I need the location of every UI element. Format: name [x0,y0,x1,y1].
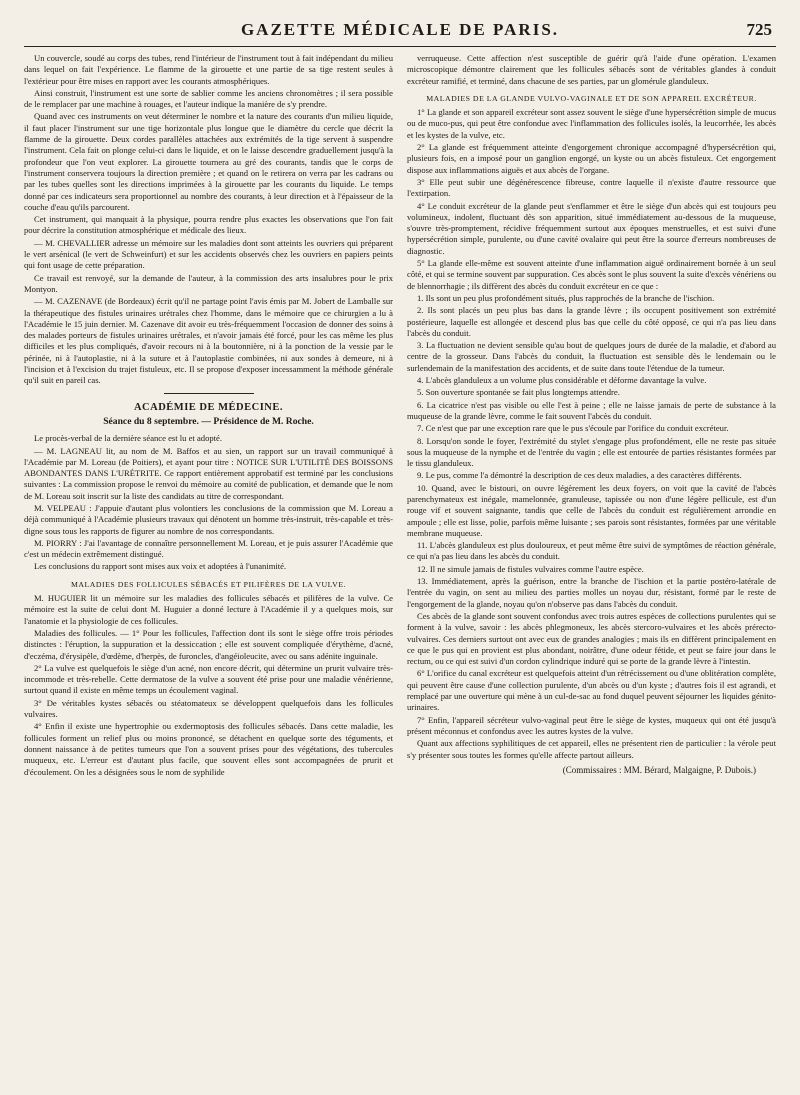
paragraph: M. HUGUIER lit un mémoire sur les maladies des follicules sébacés et pilifères de la vulve. Ce mémoire est la suite de celui dont M. Huguier a donné lecture à l'Académie il y a quelques mois, sur l'anatomie et la physiologie de ces follicules. [24,593,393,626]
paragraph: verruqueuse. Cette affection n'est susceptible de guérir qu'à l'aide d'une opération. L'examen microscopique démontre clairement que les follicules sébacés sont de véritables glandes à conduit excréteur ramifié, et terminé, dans chacune de ses parties, par un glomérule glanduleux. [407,53,776,86]
paragraph: Les conclusions du rapport sont mises aux voix et adoptées à l'unanimité. [34,561,287,572]
paragraph: M. VELPEAU : J'appuie d'autant plus volontiers les conclusions de la commission que M. Loreau a déjà communiqué à l'Académie plusieurs travaux qui dénotent un homme très-instruit, très-capable et très-digne sous tous les rapports de figurer au nombre de nos correspondants. [24,502,393,536]
paragraph: 9. Le pus, comme l'a démontré la description de ces deux maladies, a des caractères différents. [417,470,742,481]
left-paragraphs-2 [24,433,393,573]
paragraph: 1° La glande et son appareil excréteur sont assez souvent le siège d'une hypersécrétion simple de mucus ou de muco-pus, qui peut être confondue avec l'inflammation des follicules isolés, la leucorrhée, les abcès et les kystes de la vulve, etc. [407,107,776,140]
left-paragraphs-1 [24,53,393,387]
paragraph: 4° Enfin il existe une hypertrophie ou exdermoptosis des follicules sébacés. Dans cette maladie, les follicules forment un relief plus ou moins prononcé, se détachent en quelque sorte des téguments, et donnent naissance à de petites tumeurs que l'on a souvent prises pour des végétations, des tubercules muqueux, etc. L'erreur est d'autant plus facile, que souvent elles sont accompagnées de prurit et d'écoulement. On les a désignées sous le nom de syphilide [24,721,393,777]
paragraph: Un couvercle, soudé au corps des tubes, rend l'intérieur de l'instrument tout à fait indépendant du milieu dans lequel on fait l'expérience. Le flamme de la girouette et une partie de sa tige restent seules à l'extérieur pour être mises en rapport avec les courants atmosphériques. [24,53,393,86]
paragraph: 6° L'orifice du canal excréteur est quelquefois atteint d'un rétrécissement ou d'une oblitération complète, qui peuvent être cause d'une collection purulente, d'un abcès ou d'un kyste ; d'autres fois il est agrandi, et remplacé par une ouverture qui mène à un cul-de-sac au fond duquel peuvent séjourner les liquides génito-urinaires. [407,668,776,713]
paragraph: Ces abcès de la glande sont souvent confondus avec trois autres espèces de collections purulentes qui se forment à la vulve, savoir : les abcès phlegmoneux, les abcès stercoro-vulvaires et les abcès préreсto-vulvaires. Ces derniers surtout ont avec eux de grandes analogies ; mais ils en diffèrent principalement en ce que le pus qui en provient est plus abondant, noirâtre, d'une odeur fétide, et peut se faire jour dans le rectum, ou ce qui est suivi d'un cordon cylindrique induré qui se porte de la grande lèvre à l'intestin. [407,610,776,667]
paragraph: Quant aux affections syphilitiques de cet appareil, elles ne présentent rien de particulier : la vérole peut s'y présenter sous toutes les formes qu'elle affecte partout ailleurs. [407,738,776,760]
glande-subheading: MALADIES DE LA GLANDE VULVO-VAGINALE ET DE SON APPAREIL EXCRÉTEUR. [426,93,757,103]
paragraph: 6. La cicatrice n'est pas visible ou elle l'est à peine ; elle ne laisse jamais de perte de substance à la muqueuse de la grande lèvre, comme le fait souvent l'abcès du conduit. [407,399,776,421]
paragraph: 4. L'abcès glanduleux a un volume plus considérable et déforme davantage la vulve. [417,375,707,386]
left-paragraphs-3 [24,593,393,778]
paragraph: 11. L'abcès glanduleux est plus douloureux, et peut même être suivi de symptômes de réaction générale, ce qui n'a pas lieu dans les abcès du conduit. [407,540,776,562]
columns [24,53,776,779]
paragraph: 3° De véritables kystes sébacés ou stéatomateux se développent quelquefois dans les follicules vulvaires. [24,697,393,720]
paragraph: 12. Il ne simule jamais de fistules vulvaires comme l'autre espèce. [417,563,644,574]
paragraph: 4° Le conduit excréteur de la glande peut s'enflammer et être le siège d'un abcès qui est toujours peu volumineux, indolent, fluctuant dès son apparition, situé immédiatement au-dessous de la muqueuse, s'ouvre très-promptement, récidive fréquemment surtout aux époques menstruelles, et est suivi d'une hypersécrétion simple, purulente, ou d'une cavité ovalaire qui peut être la source d'erreurs nombreuses de diagnostic. [407,200,776,256]
paragraph: 2° La glande est fréquemment atteinte d'engorgement chronique accompagné d'hypersécrétion qui, plusieurs fois, en a imposé pour un ganglion engorgé, un kyste ou un abcès fistuleux. Cet engorgement dispose aux inflammations aiguës et aux abcès de l'organe. [407,142,776,175]
paragraph: 7. Ce n'est que par une exception rare que le pus s'écoule par l'orifice du conduit excréteur. [417,423,729,434]
paragraph: 2° La vulve est quelquefois le siège d'un acné, non encore décrit, qui détermine un prurit vulvaire très-incommode et très-rebelle. Cette dermatose de la vulve a souvent été prise pour une maladie vénérienne, surtout quand il existe en même temps un écoulement vaginal. [24,662,393,696]
paragraph: 5. Son ouverture spontanée se fait plus longtemps attendre. [417,387,620,398]
paragraph: M. PIORRY : J'ai l'avantage de connaître personnellement M. Loreau, et je puis assurer l'Académie que c'est un médecin extrêmement distingué. [24,537,393,560]
right-paragraphs-1 [407,53,776,87]
paragraph: Cet instrument, qui manquait à la physique, pourra rendre plus exactes les observations que l'on fait pour décrire la constitution atmosphérique et médicale des lieux. [24,214,393,236]
paragraph: Quand avec ces instruments on veut déterminer le nombre et la nature des courants d'un milieu liquide, il faut placer l'instrument sur une tige horizontale plus longue que le diamètre du cercle que décrit la flamme de la girouette. Deux cordes parallèles attachées aux extrémités de la tige servent à suspendre l'instrument. Cela fait on plonge celui-ci dans le liquide, et on le laisse descendre graduellement jusqu'à la profondeur que l'on veut explorer. La girouette tournera au gré des courants, tandis que le corps de l'instrument conservera toujours la direction première ; et quand on le retirera on verra par les cadrans ou par les tubes quelles sont les directions imprimées à la girouette par les courants du liquide. Le temps donné par ces indicateurs sera proportionnel au nombre des courants, à leur direction et à l'épaisseur de la couche d'eau qu'ils parcourent. [24,111,393,212]
paragraph: 8. Lorsqu'on sonde le foyer, l'extrémité du stylet s'engage plus profondément, elle ne reste pas située sous la muqueuse de la nymphe et de l'entrée du vagin ; elle est entourée de parties résistantes formées par le tissu glanduleux. [407,435,776,469]
journal-title: GAZETTE MÉDICALE DE PARIS. [240,20,560,39]
paragraph: — M. CAZENAVE (de Bordeaux) écrit qu'il ne partage point l'avis émis par M. Jobert de Lamballe sur la thérapeutique des fistules urinaires urétrales chez l'homme, dans le mémoire que ce chirurgien a lu à l'Académie le 15 juin dernier. M. Cazenave dit avoir eu très-fréquemment l'occasion de donner des soins à des malades porteurs de fistules urinaires urétrales, et n'avoir jamais été forcé, pour les cas même les plus difficiles et les plus compliqués, d'avoir recours ni à la boutonnière, ni à la ponction de la vessie par le périnée, ni à l'autoplastie, ni à la suture et à l'autoplastie combinées, ni aux sondes à demeure, ni à l'incision et à l'excision du trajet fistuleux, etc. Il se propose d'exposer incessamment la méthode générale qu'il suit en pareil cas. [24,296,393,386]
paragraph: 13. Immédiatement, après la guérison, entre la branche de l'ischion et la partie postéro-latérale de l'entrée du vagin, on sent au milieu des parties molles un noyau dur, résistant, formé par le reste de l'engorgement de la glande, noyau qu'on n'observe pas dans l'abcès du conduit. [407,576,776,609]
paragraph: Ce travail est renvoyé, sur la demande de l'auteur, à la commission des arts insalubres pour le prix Montyon. [24,272,393,294]
paragraph: 2. Ils sont placés un peu plus bas dans la grande lèvre ; ils occupent positivement son extrémité postérieure, laquelle est allongée et descend plus bas que celle du côté opposé, ce qui n'a pas lieu dans l'abcès du conduit. [407,305,776,338]
maladies-subheading: MALADIES DES FOLLICULES SÉBACÉS ET PILIFÈRES DE LA VULVE. [70,579,347,589]
paragraph: Ainsi construit, l'instrument est une sorte de sablier comme les anciens chronomètres ; il sera possible de le remplacer par une machine à rouages, et l'auteur indique la manière de s'y prendre. [24,87,393,110]
paragraph: Maladies des follicules. — 1° Pour les follicules, l'affection dont ils sont le siège offre trois périodes distinctes : l'éruption, la suppuration et la dessiccation ; elle est souvent compliquée d'érythème, d'acné, d'eczéma, d'érysipèle, d'œdème, d'herpès, de furoncles, d'angéioleucite, avec ou sans adénite inguinale. [24,627,393,661]
page-number: 725 [746,20,772,39]
paragraph: — M. LAGNEAU lit, au nom de M. Baffos et au sien, un rapport sur un travail communiqué à l'Académie par M. Loreau (de Poitiers), et ayant pour titre : NOTICE SUR L'UTILITÉ DES BOISSONS ABONDANTES DANS L'URÉTRITE. Ce rapport entièrement approbatif est terminé par les conclusions suivantes : La commission propose le renvoi du mémoire au comité de publication, et demande que le nom de M. Loreau soit inscrit sur la liste des candidats au titre de correspondant. [24,445,393,501]
commissioners-signature: (Commissaires : MM. Bérard, Malgaigne, P. Dubois.) [562,764,756,775]
paragraph: Le procès-verbal de la dernière séance est lu et adopté. [34,433,223,444]
left-column [24,53,393,779]
academy-title: ACADÉMIE DE MÉDECINE. [133,401,284,413]
paragraph: 10. Quand, avec le bistouri, on ouvre légèrement les deux foyers, on voit que la cavité de l'abcès parenchymateux est inégale, mamelonnée, granuleuse, tapissée ou non d'une légère pellicule, est d'un rouge vif et souvent saignante, tandis que celle de l'abcès du conduit est régulièrement arrondie en ampoule ; elle est lisse, polie, parfois même luisante ; ses parois sont résistantes, formées par une véritable membrane muqueuse. [407,482,776,538]
paragraph: 7° Enfin, l'appareil sécréteur vulvo-vaginal peut être le siège de kystes, muqueux qui ont été jusqu'à présent méconnus et confondus avec les autres kystes de la vulve. [407,714,776,736]
paragraph: — M. CHEVALLIER adresse un mémoire sur les maladies dont sont atteints les ouvriers qui préparent le vert arsénical (le vert de Schweinfurt) et sur les accidents observés chez les ouvriers en papiers peints qui font usage de cette préparation. [24,237,393,271]
page-header [24,18,776,47]
paragraph: 1. Ils sont un peu plus profondément situés, plus rapprochés de la branche de l'ischion. [417,292,715,303]
paragraph: 3. La fluctuation ne devient sensible qu'au bout de quelques jours de durée de la maladie, et d'abord au centre de la grosseur. Dans l'abcès du conduit, la fluctuation est sensible dès le lendemain ou le surlendemain de la manifestation des accidents, et de suite dans toute l'étendue de la tumeur. [407,340,776,373]
section-divider [164,393,254,394]
paragraph: 3° Elle peut subir une dégénérescence fibreuse, contre laquelle il n'existe d'autre ressource que l'extirpation. [407,176,776,199]
right-paragraphs-2 [407,107,776,761]
paragraph: 5° La glande elle-même est souvent atteinte d'une inflammation aiguë ordinairement bornée à un seul côté, et qui se termine souvent par suppuration. Ces abcès sont le plus souvent la suite d'excès vénériens ou de blennorrhagie ; ils diffèrent des abcès du conduit excréteur en ce que : [407,258,776,291]
right-column [407,53,776,779]
session-heading: Séance du 8 septembre. — Présidence de M. Roche. [103,415,314,427]
